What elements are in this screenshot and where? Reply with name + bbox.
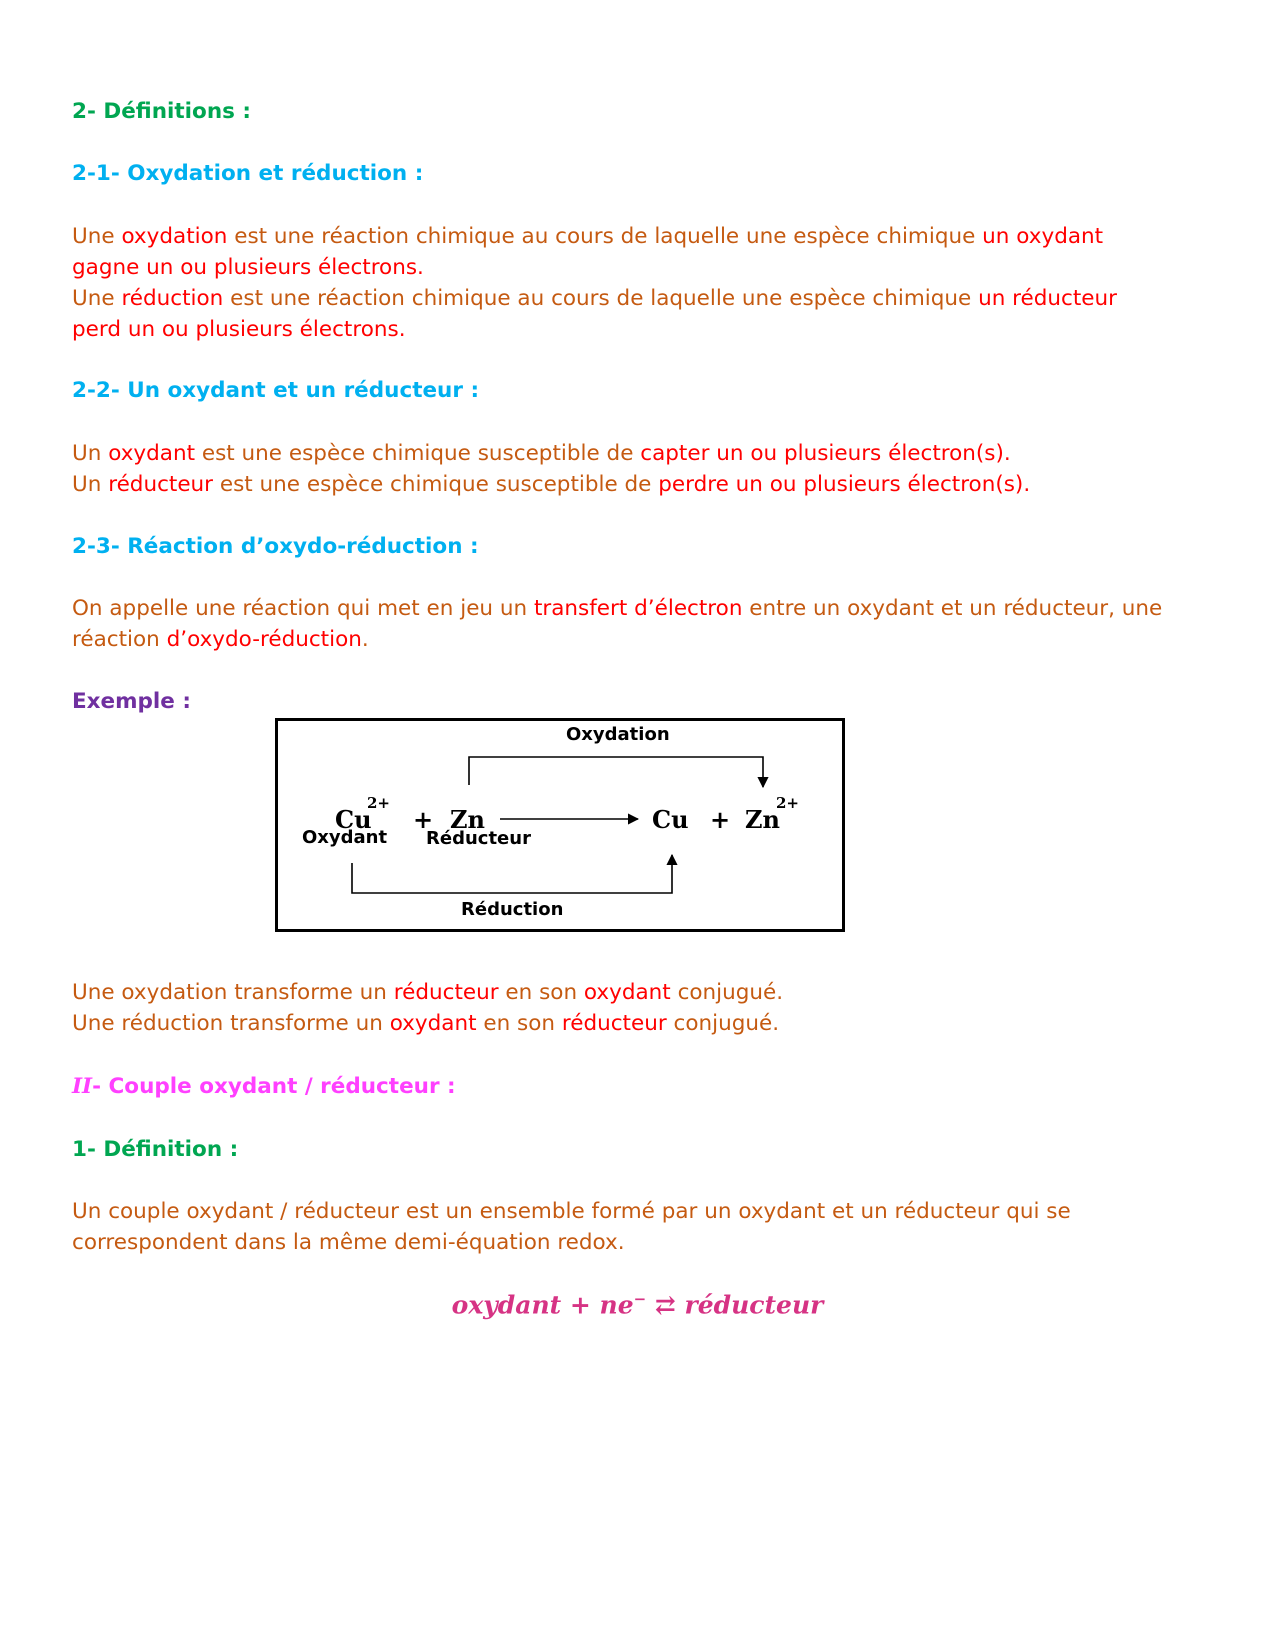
paragraph-reducer-def: Un réducteur est une espèce chimique susceptible de perdre un ou plusieurs électron(s). xyxy=(72,472,1031,497)
paragraph-redox-line2: réaction d’oxydo-réduction. xyxy=(72,627,369,652)
paragraph-redox-line1: On appelle une réaction qui met en jeu un transfert d’électron entre un oxydant et un réducteur, une xyxy=(72,596,1163,621)
heading-oxidation-reduction: 2-1- Oxydation et réduction : xyxy=(72,161,424,186)
reducer-label: Réducteur xyxy=(426,828,531,849)
heading-example: Exemple : xyxy=(72,689,191,714)
paragraph-oxidant-def: Un oxydant est une espèce chimique susceptible de capter un ou plusieurs électron(s). xyxy=(72,441,1011,466)
oxidation-label: Oxydation xyxy=(566,724,670,745)
plus-sign-left: + xyxy=(413,805,434,834)
paragraph-oxidation-line2: gagne un ou plusieurs électrons. xyxy=(72,255,424,280)
paragraph-couple-line2: correspondent dans la même demi-équation redox. xyxy=(72,1230,625,1255)
conjugate-line1: Une oxydation transforme un réducteur en son oxydant conjugué. xyxy=(72,980,784,1005)
zinc-ion: Zn xyxy=(745,805,780,834)
plus-sign-right: + xyxy=(710,805,731,834)
heading-definitions: 2- Définitions : xyxy=(72,99,252,124)
half-equation-formula: oxydant + ne− ⇄ réducteur xyxy=(451,1290,824,1320)
cu-ion: Cu xyxy=(335,805,372,834)
paragraph-oxidation-line1: Une oxydation est une réaction chimique au cours de laquelle une espèce chimique un oxydant xyxy=(72,224,1104,249)
heading-redox-couple: II- Couple oxydant / réducteur : xyxy=(72,1074,456,1099)
redox-diagram xyxy=(275,718,845,932)
zinc: Zn xyxy=(450,805,485,834)
reduction-label: Réduction xyxy=(461,899,564,920)
heading-oxidant-reducer: 2-2- Un oxydant et un réducteur : xyxy=(72,378,480,403)
paragraph-reduction-line1: Une réduction est une réaction chimique au cours de laquelle une espèce chimique un réducteur xyxy=(72,286,1117,311)
cu-ion-charge: 2+ xyxy=(367,794,391,812)
heading-definition: 1- Définition : xyxy=(72,1137,239,1162)
conjugate-line2: Une réduction transforme un oxydant en son réducteur conjugué. xyxy=(72,1011,780,1036)
paragraph-reduction-line2: perd un ou plusieurs électrons. xyxy=(72,317,406,342)
zinc-ion-charge: 2+ xyxy=(776,794,800,812)
oxidation-bracket xyxy=(469,757,763,787)
copper: Cu xyxy=(652,805,689,834)
heading-redox-reaction: 2-3- Réaction d’oxydo-réduction : xyxy=(72,534,479,559)
paragraph-couple-line1: Un couple oxydant / réducteur est un ensemble formé par un oxydant et un réducteur qui se xyxy=(72,1199,1071,1224)
oxidant-label: Oxydant xyxy=(302,827,388,848)
reduction-bracket xyxy=(352,855,672,893)
section-numeral: II xyxy=(72,1074,93,1099)
